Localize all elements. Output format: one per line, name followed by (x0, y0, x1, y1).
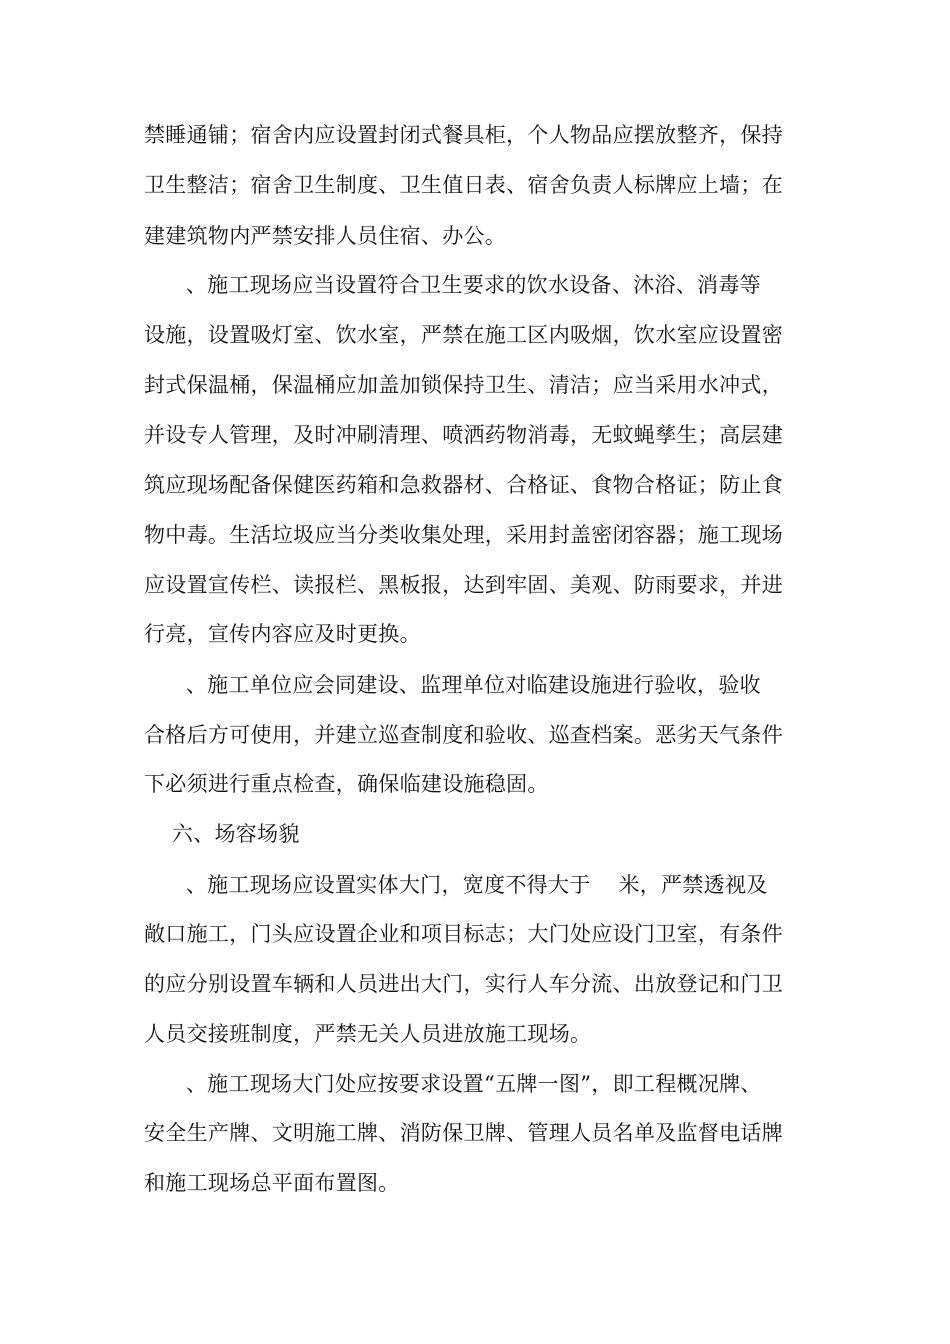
text-line: 敞口施工，门头应设置企业和项目标志；大门处应设门卫室，有条件 (144, 922, 783, 946)
text-line: 、施工现场应设置实体大门，宽度不得大于 米，严禁透视及 (144, 873, 768, 897)
text-line: 卫生整洁；宿舍卫生制度、卫生值日表、宿舍负责人标牌应上墙；在 (144, 173, 783, 197)
text-line: 建建筑物内严禁安排人员住宿、办公。 (144, 224, 507, 248)
section-heading: 六、场容场貌 (144, 822, 300, 846)
text-line: 封式保温桶，保温桶应加盖加锁保持卫生、清洁；应当采用水冲式， (144, 373, 783, 397)
text-line: 的应分别设置车辆和人员进出大门，实行人车分流、出放登记和门卫 (144, 972, 783, 996)
text-line: 筑应现场配备保健医药箱和急救器材、合格证、食物合格证；防止食 (144, 473, 783, 497)
text-line: 行亮，宣传内容应及时更换。 (144, 622, 421, 646)
text-line: 应设置宣传栏、读报栏、黑板报，达到牢固、美观、防雨要求，并进 (144, 573, 783, 597)
text-line: 安全生产牌、文明施工牌、消防保卫牌、管理人员名单及监督电话牌 (144, 1121, 783, 1145)
text-line: 、施工单位应会同建设、监理单位对临建设施进行验收，验收 (144, 673, 761, 697)
text-line: 下必须进行重点检查，确保临建设施稳固。 (144, 772, 549, 796)
text-line: 、施工现场应当设置符合卫生要求的饮水设备、沐浴、消毒等 (144, 273, 761, 297)
text-line: 和施工现场总平面布置图。 (144, 1171, 400, 1195)
text-line: 、施工现场大门处应按要求设置“五牌一图”，即工程概况牌、 (144, 1072, 762, 1096)
text-line: 并设专人管理，及时冲刷清理、喷洒药物消毒，无蚊蝇孳生；高层建 (144, 423, 783, 447)
text-line: 设施，设置吸灯室、饮水室，严禁在施工区内吸烟，饮水室应设置密 (144, 323, 783, 347)
text-line: 禁睡通铺；宿舍内应设置封闭式餐具柜，个人物品应摆放整齐，保持 (144, 123, 783, 147)
text-line: 人员交接班制度，严禁无关人员进放施工现场。 (144, 1022, 592, 1046)
text-line: 物中毒。生活垃圾应当分类收集处理，采用封盖密闭容器；施工现场 (144, 523, 783, 547)
text-line: 合格后方可使用，并建立巡查制度和验收、巡查档案。恶劣天气条件 (144, 723, 783, 747)
